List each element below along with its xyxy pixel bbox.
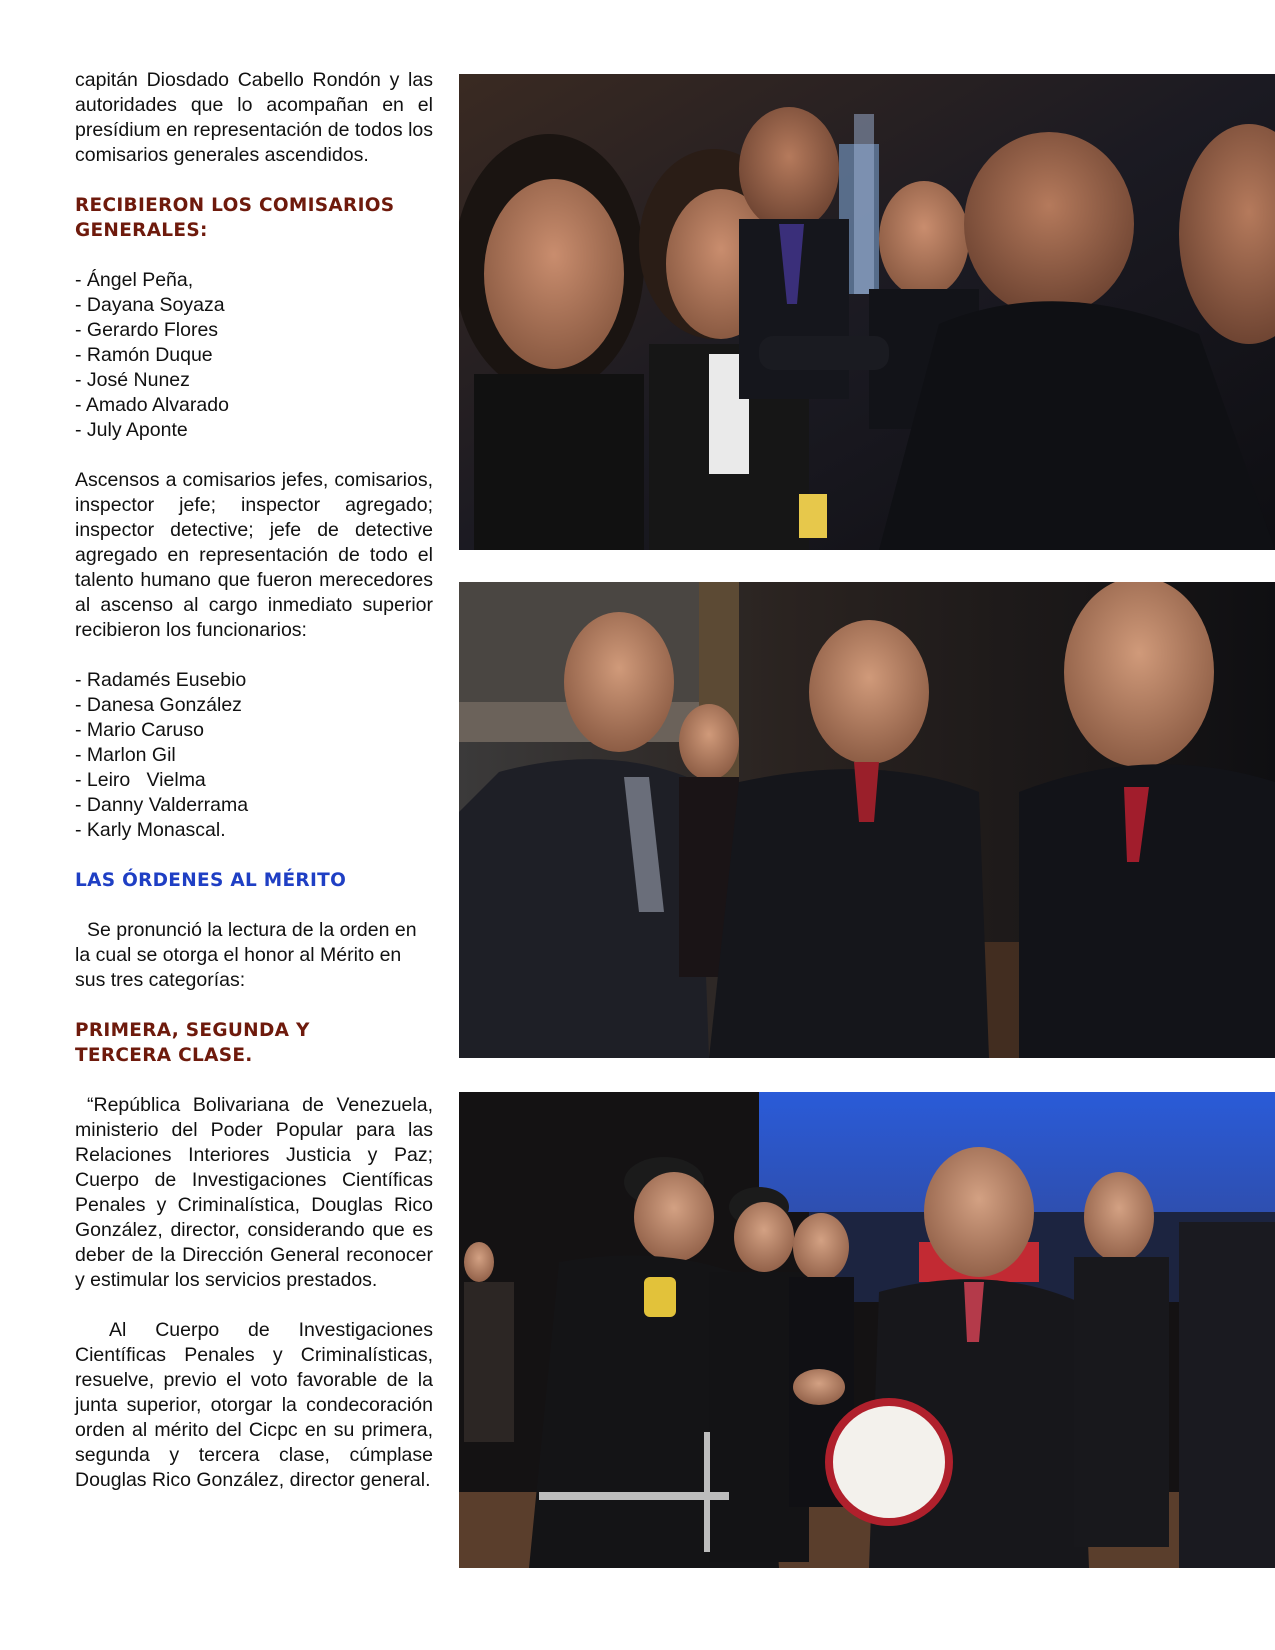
list-item: - Mario Caruso (75, 719, 204, 741)
clases-heading-line2: TERCERA CLASE. (75, 1045, 253, 1066)
list-item: - Gerardo Flores (75, 319, 219, 341)
ascensos-paragraph: Ascensos a comisarios jefes, comisarios, inspector jefe; inspector agregado; inspector detective; jefe de detective agregado en representación de todo el talento humano que fueron merecedores al ascenso al cargo inmediato superior recibieron los funcionarios: (75, 469, 433, 641)
list-item: - Dayana Soyaza (75, 294, 225, 316)
clases-paragraph-1: “República Bolivariana de Venezuela, ministerio del Poder Popular para las Relaciones Interiores Justicia y Paz; Cuerpo de Investigaciones Científicas Penales y Criminalística, Douglas Rico González, director, considerando que es deber de la Dirección General reconocer y estimular los servicios prestados. (75, 1094, 433, 1291)
ordenes-paragraph-text: Se pronunció la lectura de la orden en la cual se otorga el honor al Mérito en sus tres categorías: (75, 919, 417, 991)
list-item: - Karly Monascal. (75, 819, 226, 841)
comisarios-heading (75, 193, 433, 243)
list-item: - José Nunez (75, 369, 190, 391)
clases-heading-line1: PRIMERA, SEGUNDA Y (75, 1020, 310, 1041)
comisarios-heading-line1: RECIBIERON LOS COMISARIOS (75, 195, 395, 216)
officer-handshake-stage-photo (459, 1092, 1275, 1568)
list-item: - Marlon Gil (75, 744, 176, 766)
list-item: - Amado Alvarado (75, 394, 229, 416)
comisarios-name-list (75, 268, 433, 443)
photo-illustration (459, 582, 1275, 1058)
list-item: - Ángel Peña, (75, 269, 194, 291)
list-item: - Leiro Vielma (75, 769, 206, 791)
list-item: - July Aponte (75, 419, 188, 441)
list-item: - Ramón Duque (75, 344, 213, 366)
medal-ceremony-handshake-photo (459, 582, 1275, 1058)
photo-illustration (459, 74, 1275, 550)
article-text-column (75, 68, 433, 1493)
ordenes-paragraph (75, 918, 433, 993)
list-item: - Danny Valderrama (75, 794, 249, 816)
funcionarios-name-list (75, 668, 433, 843)
list-item: - Radamés Eusebio (75, 669, 247, 691)
clases-paragraph-2: Al Cuerpo de Investigaciones Científicas Penales y Criminalísticas, resuelve, previo el voto favorable de la junta superior, otorgar la condecoración orden al mérito del Cicpc en su primera, segunda y tercera clase, cúmplase Douglas Rico González, director general. (75, 1319, 433, 1491)
officials-pinning-medals-photo (459, 74, 1275, 550)
photo-illustration (459, 1092, 1275, 1568)
clases-heading (75, 1018, 433, 1068)
list-item: - Danesa González (75, 694, 242, 716)
intro-paragraph: capitán Diosdado Cabello Rondón y las autoridades que lo acompañan en el presídium en representación de todos los comisarios generales ascendidos. (75, 69, 433, 166)
ordenes-heading: LAS ÓRDENES AL MÉRITO (75, 870, 347, 891)
comisarios-heading-line2: GENERALES: (75, 220, 208, 241)
